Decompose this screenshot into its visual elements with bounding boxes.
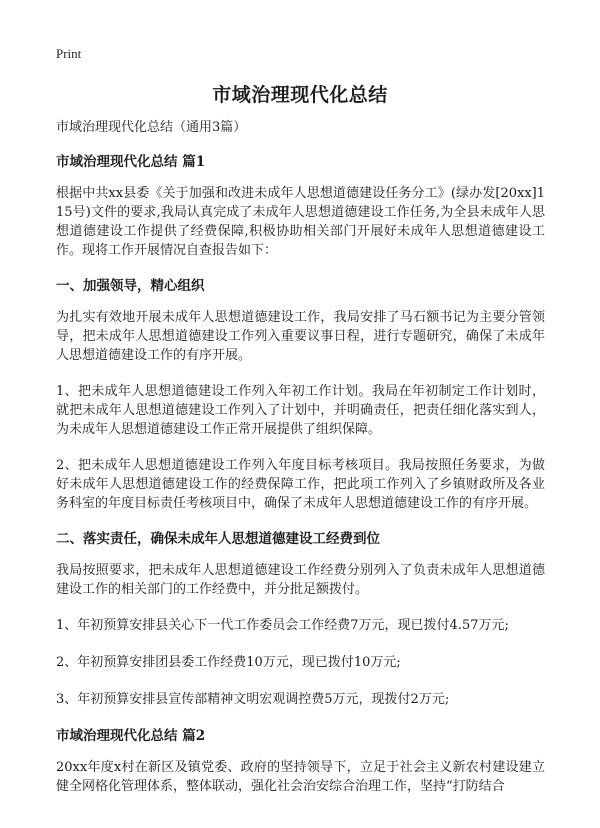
section-2-item-3: 3、年初预算安排县宣传部精神文明宏观调控费5万元，现拨付2万元;: [56, 692, 450, 707]
section-2-paragraph: 我局按照要求，把未成年人思想道德建设工作经费分别列入了负责未成年人思想道德建设工作的相关部门的工作经费中，并分批足额拨付。: [56, 563, 545, 597]
article-2-intro: 20xx年度x村在新区及镇党委、政府的坚持领导下，立足于社会主义新农村建设建立健全网格化管理体系，整体联动，强化社会治安综合治理工作，坚持“打防结合: [56, 760, 545, 794]
section-1-item-2: 2、把未成年人思想道德建设工作列入年度目标考核项目。我局按照任务要求，为做好未成年人思想道德建设工作的经费保障工作，把此项工作列入了乡镇财政所及各业务科室的年度目标责任考核项目中，确保了未成年人思想道德建设工作的有序开展。: [56, 458, 545, 511]
article-1-heading: 市域治理现代化总结 篇1: [56, 154, 206, 170]
document-subtitle: 市域治理现代化总结（通用3篇）: [56, 120, 247, 135]
section-1-paragraph: 为扎实有效地开展未成年人思想道德建设工作，我局安排了马石额书记为主要分管领导，把未成年人思想道德建设工作列入重要议事日程，进行专题研究，确保了未成年人思想道德建设工作的有序开展。: [56, 310, 545, 363]
page-title: 市域治理现代化总结: [212, 84, 388, 106]
print-link[interactable]: Print: [56, 46, 82, 61]
article-2-heading: 市域治理现代化总结 篇2: [56, 728, 206, 744]
section-1-item-1: 1、把未成年人思想道德建设工作列入年初工作计划。我局在年初制定工作计划时，就把未成年人思想道德建设工作列入了计划中，并明确责任，把责任细化落实到人，为未成年人思想道德建设工作正常开展提供了组织保障。: [56, 384, 545, 437]
document-body: [56, 118, 545, 813]
section-2-heading: 二、落实责任，确保未成年人思想道德建设工经费到位: [56, 531, 380, 547]
section-2-item-1: 1、年初预算安排县关心下一代工作委员会工作经费7万元，现已拨付4.57万元;: [56, 618, 509, 633]
article-1-intro: 根据中共xx县委《关于加强和改进未成年人思想道德建设任务分工》(绿办发[20xx]115号)文件的要求,我局认真完成了未成年人思想道德建设工作任务,为全县未成年人思想道德建设工作提供了经费保障,积极协助相关部门开展好未成年人思想道德建设工作。现将工作开展情况自查报告如下：: [56, 186, 545, 258]
section-2-item-2: 2、年初预算安排团县委工作经费10万元，现已拨付10万元;: [56, 655, 401, 670]
section-1-heading: 一、加强领导，精心组织: [56, 278, 205, 294]
